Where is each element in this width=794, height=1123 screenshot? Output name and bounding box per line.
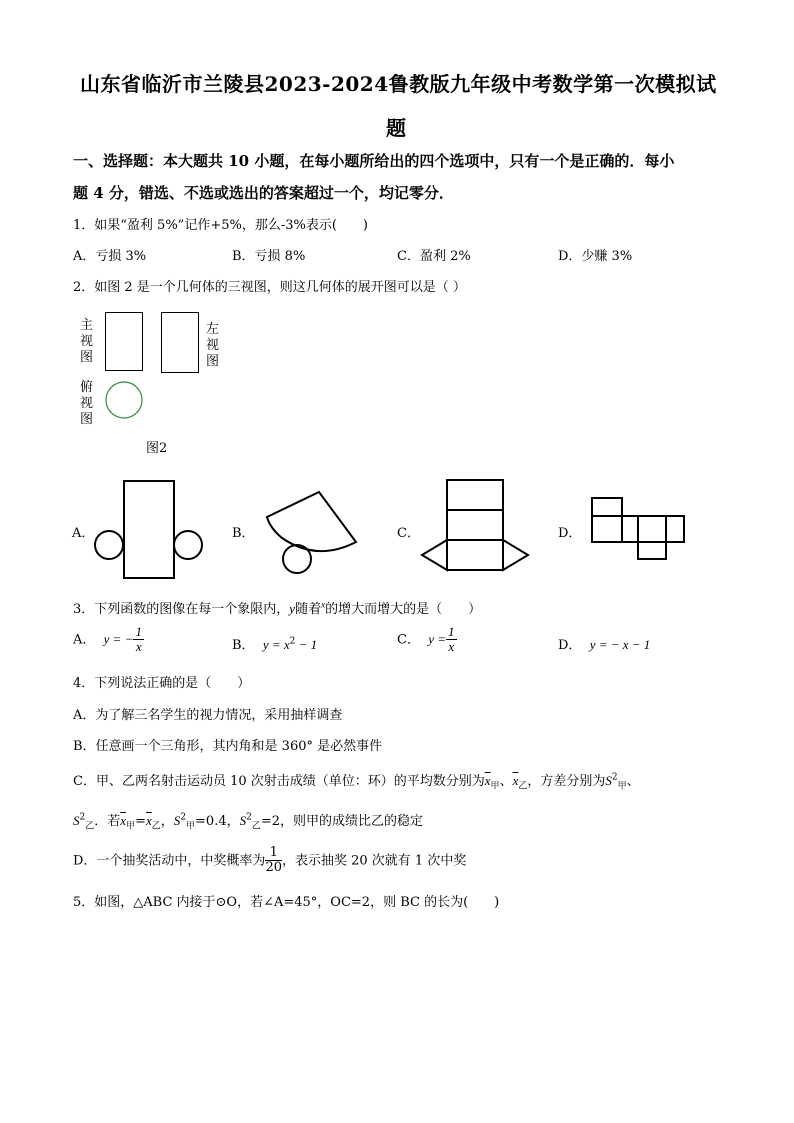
q4-option-d xyxy=(73,846,466,876)
q4-c-text: C．甲、乙两名射击运动员 10 次射击成绩（单位：环）的平均数分别为 xyxy=(73,774,485,789)
q3-option-a xyxy=(73,625,144,655)
q4-c2-s-yi-sup: 2 xyxy=(79,812,86,823)
q4-option-c-line2 xyxy=(73,810,423,832)
question-2-stem: 2．如图 2 是一个几何体的三视图，则这几何体的展开图可以是（ ） xyxy=(73,280,466,295)
q3-option-b-expr: y = x xyxy=(262,637,290,652)
q2-option-d-label: D． xyxy=(558,526,582,541)
q4-c-end: 、 xyxy=(626,774,640,789)
document-title-line2: 题 xyxy=(386,116,407,140)
q3-option-a-fraction: $\frac{1}{x}$ xyxy=(135,624,142,655)
q4-c-sep: 、 xyxy=(499,774,513,789)
section-header-line1: 一、选择题：本大题共 10 小题，在每小题所给出的四个选项中，只有一个是正确的．每小 xyxy=(73,152,675,170)
q3-var-y: y xyxy=(289,601,296,616)
q1-option-a: A．亏损 3% xyxy=(73,249,147,264)
q4-c2-s1: S xyxy=(173,813,181,828)
question-3-stem xyxy=(73,598,481,617)
q3-option-d-label: D． xyxy=(558,638,582,653)
q4-c-mean-yi: $\overline{x}$ xyxy=(512,773,519,788)
q1-option-d: D．少赚 3% xyxy=(558,249,633,264)
q2-option-c-net xyxy=(420,478,532,573)
q4-c2-d: =2，则甲的成绩比乙的稳定 xyxy=(260,814,424,829)
question-1-stem: 1．如果“盈利 5%”记作+5%，那么-3%表示( ) xyxy=(73,218,368,233)
q4-c-var-s-sub: 甲 xyxy=(617,781,627,792)
q4-c2-s2-sup: 2 xyxy=(246,812,252,823)
q3-option-c-fraction: $\frac{1}{x}$ xyxy=(448,624,455,655)
left-view-rectangle xyxy=(161,312,201,374)
q4-c2-s-yi: S xyxy=(73,813,80,828)
q3-option-a-lhs: y = − xyxy=(103,631,134,647)
q4-c2-s2: S xyxy=(239,813,247,828)
q4-d-part2: ，表示抽奖 20 次就有 1 次中奖 xyxy=(281,853,467,869)
front-view-label: 主视图 xyxy=(80,318,94,365)
q4-c2-eq: = xyxy=(135,814,146,829)
left-view-label: 左视图 xyxy=(206,322,220,369)
q3-stem-part3: 的增大而增大的是（ ） xyxy=(325,602,482,617)
question-5-stem: 5．如图，△ABC 内接于⊙O，若∠A=45°，OC=2，则 BC 的长为( ) xyxy=(73,895,500,910)
q3-option-c-label: C． xyxy=(397,632,420,648)
front-view-rectangle xyxy=(105,312,145,374)
q4-option-a: A．为了解三名学生的视力情况，采用抽样调查 xyxy=(73,708,343,723)
q4-c2-x-jia: $\overline{x}$ xyxy=(120,813,127,828)
q4-c-var-s: S xyxy=(605,773,612,788)
q3-option-d-expr: y = − x − 1 xyxy=(589,637,651,652)
q3-stem-part2: 随着 xyxy=(295,602,322,617)
q3-option-b xyxy=(232,634,317,653)
question-4-stem: 4．下列说法正确的是（ ） xyxy=(73,676,251,691)
q1-option-c: C．盈利 2% xyxy=(397,249,471,264)
q4-d-part1: D．一个抽奖活动中，中奖概率为 xyxy=(73,853,266,869)
q4-c-var-s-sup: 2 xyxy=(611,772,618,783)
q3-option-a-label: A． xyxy=(73,632,96,648)
q4-c2-s1-sub: 甲 xyxy=(186,821,196,832)
q2-option-b-net xyxy=(262,490,362,578)
q4-c2-a: ．若 xyxy=(94,814,121,829)
q4-c2-s2-sub: 乙 xyxy=(251,821,261,832)
q4-c2-x-jia-sub: 甲 xyxy=(126,821,136,832)
q2-option-a-net xyxy=(92,480,212,582)
q2-option-d-net xyxy=(590,496,688,562)
q4-c2-x-yi-sub: 乙 xyxy=(151,821,161,832)
q4-c2-b: ， xyxy=(160,814,174,829)
q4-c-mean-jia-sub: 甲 xyxy=(490,781,500,792)
q2-option-b-label: B． xyxy=(232,526,255,541)
q4-c2-x-yi: $\overline{x}$ xyxy=(145,813,152,828)
q3-var-x: x xyxy=(321,599,326,610)
figure-2-caption: 图2 xyxy=(146,441,168,456)
q4-d-fraction: $\frac{1}{20}$ xyxy=(265,845,282,876)
q4-c-mean-yi-sub: 乙 xyxy=(518,781,528,792)
q4-option-b: B．任意画一个三角形，其内角和是 360° 是必然事件 xyxy=(73,739,383,754)
q4-c-tail: ，方差分别为 xyxy=(527,774,606,789)
q3-option-c xyxy=(397,625,457,655)
q2-option-c-label: C． xyxy=(397,526,420,541)
q3-stem-part1: 3．下列函数的图像在每一个象限内， xyxy=(73,602,290,617)
q4-c2-c: =0.4， xyxy=(195,814,240,829)
q4-c2-s-yi-sub: 乙 xyxy=(85,821,95,832)
q4-c2-s1-sup: 2 xyxy=(180,812,187,823)
q1-option-b: B．亏损 8% xyxy=(232,249,306,264)
q3-option-c-lhs: y = xyxy=(428,631,447,647)
q4-c-mean-jia: $\overline{x}$ xyxy=(484,773,491,788)
q3-option-b-label: B． xyxy=(232,638,255,653)
q4-option-c-line1 xyxy=(73,770,640,792)
top-view-circle xyxy=(104,381,146,423)
q3-option-b-exponent: 2 xyxy=(289,636,296,647)
document-title-line1: 山东省临沂市兰陵县2023-2024鲁教版九年级中考数学第一次模拟试 xyxy=(80,72,717,96)
q2-option-a-label: A． xyxy=(72,526,95,541)
section-header-line2: 题 4 分，错选、不选或选出的答案超过一个，均记零分． xyxy=(73,184,454,202)
top-view-label: 俯视图 xyxy=(80,380,94,427)
q3-option-b-tail: − 1 xyxy=(295,637,318,652)
q3-option-d xyxy=(558,634,650,653)
